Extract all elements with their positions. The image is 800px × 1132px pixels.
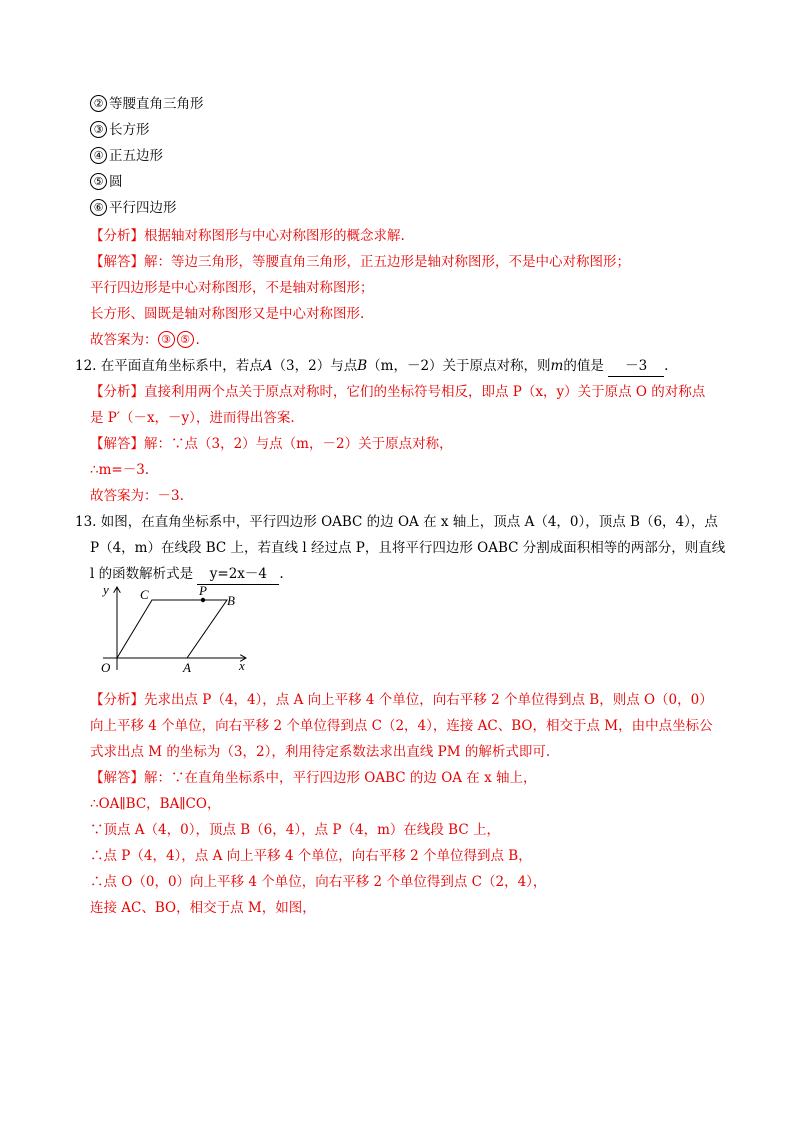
option-label: 等腰直角三角形 (109, 96, 204, 112)
option-number: ⑥ (90, 199, 107, 216)
option-2 (90, 94, 204, 114)
answer-circle: ⑤ (177, 331, 194, 348)
q13-stem-line: P（4，m）在线段 BC 上，若直线 l 经过点 P，且将平行四边形 OABC 分割成面积相等的两部分，则直线 (90, 540, 726, 556)
option-number: ④ (90, 147, 107, 164)
q12-answer: 故答案为：－3. (90, 488, 184, 504)
option-number: ⑤ (90, 173, 107, 190)
stem-text: 的值是 (563, 358, 604, 374)
q12-stem (75, 356, 668, 377)
point-p (201, 598, 205, 602)
label-o: O (101, 660, 111, 675)
option-label: 正五边形 (109, 148, 163, 164)
q12-analysis-line: 是 P′（－x，－y），进而得出答案. (90, 410, 295, 426)
stem-text: l 的函数解析式是 (90, 566, 194, 582)
label-c: C (140, 587, 149, 602)
point-label: B (357, 358, 368, 374)
stem-text: （3，2）与点 (272, 358, 358, 374)
question-number: 13. (75, 514, 97, 530)
q13-solution-line: 【解答】解：∵在直角坐标系中，平行四边形 OABC 的边 OA 在 x 轴上， (90, 770, 537, 786)
q13-analysis-line: 式求出点 M 的坐标为（3，2），利用待定系数法求出直线 PM 的解析式即可. (90, 744, 551, 760)
q12-analysis-line: 【分析】直接利用两个点关于原点对称时，它们的坐标符号相反，即点 P（x，y）关于原点 O 的对称点 (90, 384, 706, 400)
y-axis-label: y (103, 582, 109, 597)
label-a: A (183, 660, 191, 675)
q11-solution-line: 长方形、圆既是轴对称图形又是中心对称图形. (90, 306, 365, 322)
point-label: A (262, 358, 273, 374)
q11-solution-line: 【解答】解：等边三角形，等腰直角三角形，正五边形是轴对称图形，不是中心对称图形； (90, 254, 630, 270)
answer-circle: ③ (158, 331, 175, 348)
option-4 (90, 146, 163, 166)
stem-text: 如图，在直角坐标系中，平行四边形 OABC 的边 OA 在 x 轴上，顶点 A（4，0），顶点 B（6，4），点 (100, 514, 718, 530)
question-number: 12. (75, 358, 97, 374)
option-5 (90, 172, 123, 192)
q13-solution-line: ∴点 O（0，0）向上平移 4 个单位，向右平移 2 个单位得到点 C（2，4）， (90, 874, 547, 890)
label-b: B (227, 593, 235, 608)
option-number: ③ (90, 121, 107, 138)
parallelogram (117, 600, 227, 658)
stem-text: . (279, 566, 284, 582)
q13-solution-line: 连接 AC、BO，相交于点 M，如图， (90, 900, 316, 916)
stem-text: （m，－2）关于原点对称，则 (367, 358, 551, 374)
q13-solution-line: ∴OA∥BC，BA∥CO， (90, 796, 221, 812)
stem-text: 在平面直角坐标系中，若点 (100, 358, 263, 374)
q12-solution-line: 【解答】解：∵点（3，2）与点（m，－2）关于原点对称， (90, 436, 453, 452)
variable-label: m (550, 358, 564, 374)
option-label: 圆 (109, 174, 123, 190)
option-number: ② (90, 95, 107, 112)
x-axis-label: x (239, 658, 245, 673)
answer-prefix: 故答案为： (90, 332, 158, 348)
label-p: P (199, 583, 207, 598)
answer-suffix: . (195, 332, 200, 348)
q13-analysis-line: 【分析】先求出点 P（4，4），点 A 向上平移 4 个单位，向右平移 2 个单位得到点 B，则点 O（0，0） (90, 692, 713, 708)
parallelogram-figure (95, 582, 265, 682)
option-label: 平行四边形 (109, 200, 177, 216)
q13-stem (75, 512, 718, 532)
q11-analysis: 【分析】根据轴对称图形与中心对称图形的概念求解. (90, 228, 405, 244)
option-6 (90, 198, 177, 218)
option-3 (90, 120, 150, 140)
q12-solution-line: ∴m=－3. (90, 462, 150, 478)
q11-solution-line: 平行四边形是中心对称图形，不是轴对称图形； (90, 280, 374, 296)
q13-solution-line: ∵顶点 A（4，0），顶点 B（6，4），点 P（4，m）在线段 BC 上， (90, 822, 500, 838)
answer-blank: －3 (608, 356, 664, 377)
answer-blank: y=2x－4 (197, 564, 279, 585)
option-label: 长方形 (109, 122, 150, 138)
stem-text: . (664, 358, 669, 374)
q11-answer (90, 330, 200, 350)
q13-solution-line: ∴点 P（4，4），点 A 向上平移 4 个单位，向右平移 2 个单位得到点 B， (90, 848, 532, 864)
q13-analysis-line: 向上平移 4 个单位，向右平移 2 个单位得到点 C（2，4），连接 AC、BO，相交于点 M，由中点坐标公 (90, 718, 713, 734)
